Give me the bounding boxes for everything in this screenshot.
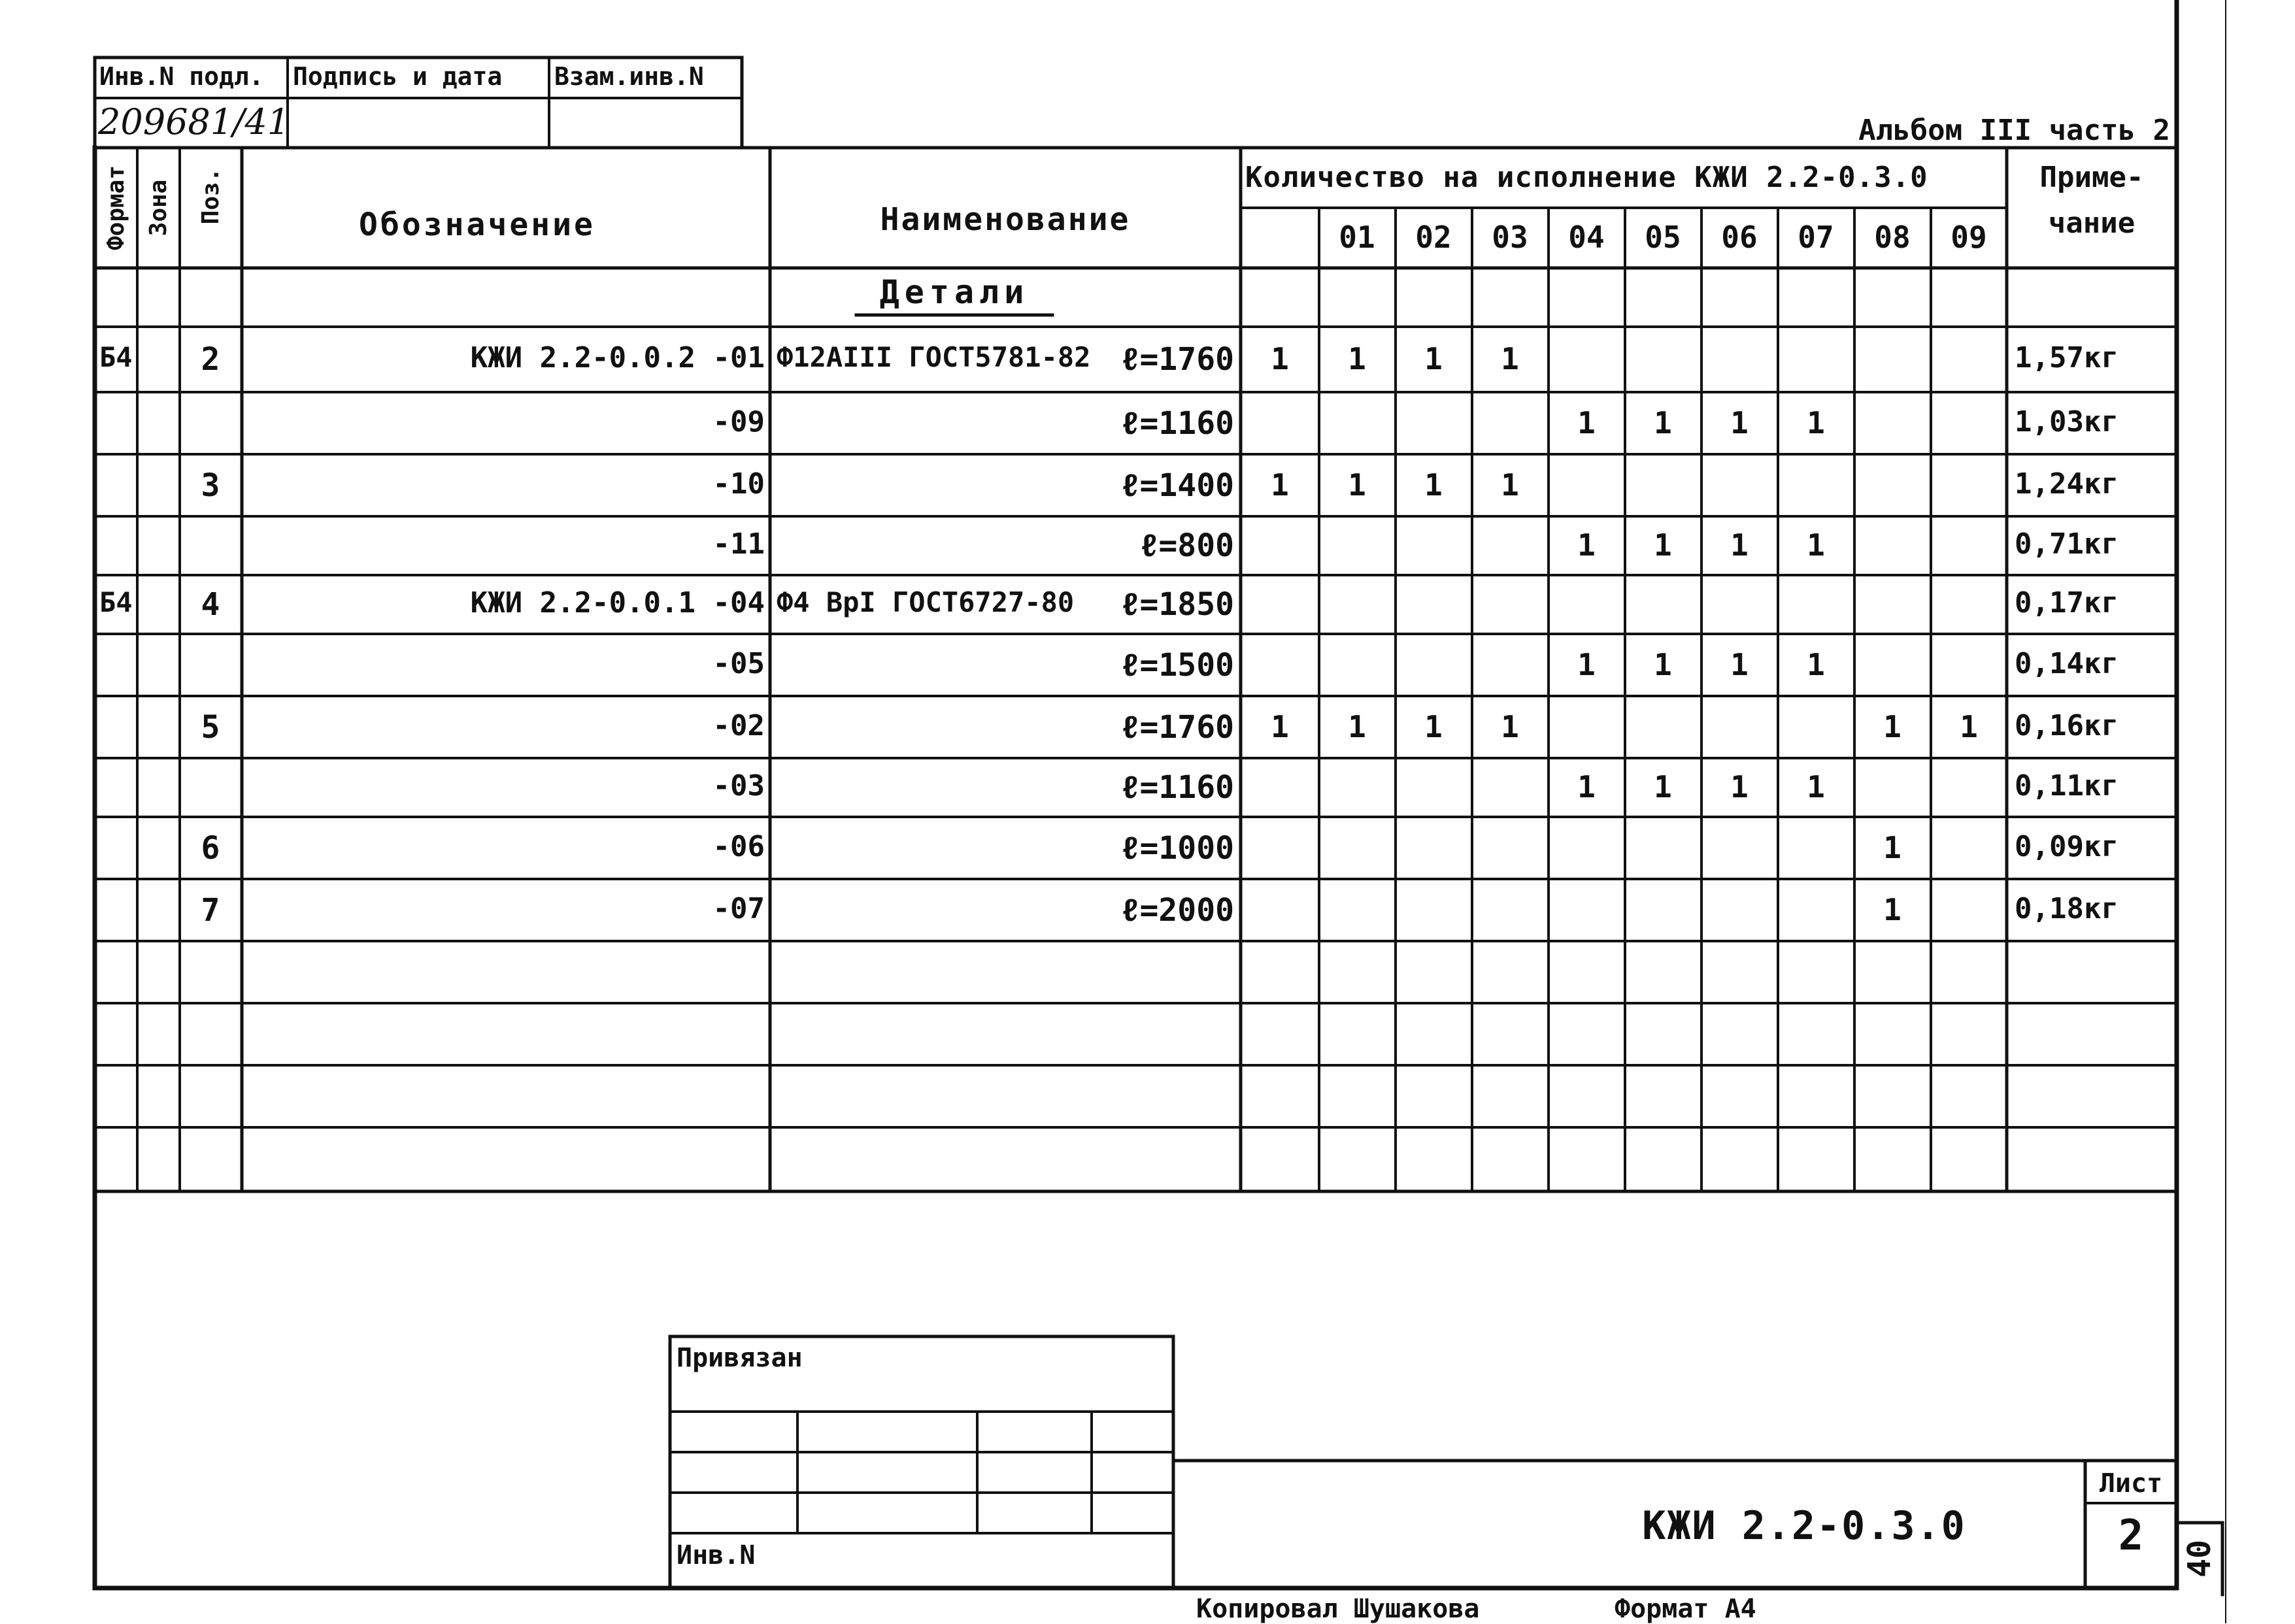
row-quantity: 1: [1271, 467, 1289, 503]
row-quantity: 1: [1577, 769, 1596, 804]
row-position: 6: [201, 830, 220, 867]
row-length: ℓ=1000: [1120, 830, 1234, 867]
header-zone: Зона: [145, 179, 172, 237]
copied-by: Копировал Шушакова: [1196, 1594, 1480, 1624]
row-quantity: 1: [1807, 647, 1825, 682]
row-position: 5: [201, 709, 220, 746]
row-designation: -11: [712, 527, 765, 561]
row-format: Б4: [99, 341, 133, 373]
row-quantity: 1: [1730, 527, 1749, 563]
header-note-line2: чание: [2048, 207, 2136, 240]
variant-header: 05: [1645, 220, 1681, 255]
row-length: ℓ=1850: [1120, 586, 1234, 623]
row-length: ℓ=1400: [1120, 467, 1234, 504]
row-quantity: 1: [1654, 769, 1672, 804]
row-position: 3: [201, 467, 220, 504]
row-quantity: 1: [1348, 709, 1366, 744]
row-name: Ф12АIII ГОСТ5781-82: [777, 341, 1091, 373]
paper-format: Формат А4: [1615, 1594, 1756, 1624]
sheet-number: 2: [2118, 1512, 2144, 1560]
row-quantity: 1: [1730, 769, 1749, 804]
row-note: 1,03кг: [2015, 405, 2119, 439]
row-quantity: 1: [1271, 341, 1289, 376]
row-position: 7: [201, 892, 220, 929]
row-length: ℓ=1160: [1120, 769, 1234, 806]
variant-header: 04: [1568, 220, 1605, 255]
stamp-inv-header: Инв.N подл.: [99, 62, 264, 91]
inv-label: Инв.N: [677, 1540, 756, 1570]
document-code: КЖИ 2.2-0.3.0: [1642, 1503, 1966, 1549]
attached-label: Привязан: [677, 1343, 803, 1373]
row-note: 0,11кг: [2015, 769, 2119, 803]
variant-header: 08: [1874, 220, 1911, 255]
variant-header: 07: [1798, 220, 1834, 255]
variant-header: 06: [1721, 220, 1758, 255]
row-note: 0,17кг: [2015, 586, 2119, 620]
row-quantity: 1: [1577, 527, 1596, 563]
row-quantity: 1: [1730, 405, 1749, 440]
sheet-label: Лист: [2099, 1468, 2163, 1499]
header-quantity: Количество на исполнение КЖИ 2.2-0.3.0: [1245, 161, 1928, 194]
row-designation: -02: [712, 709, 765, 742]
row-note: 0,09кг: [2015, 830, 2119, 863]
header-position: Поз.: [197, 167, 224, 225]
row-length: ℓ=2000: [1120, 892, 1234, 929]
row-designation: -06: [712, 830, 765, 863]
row-quantity: 1: [1883, 709, 1901, 744]
header-designation: Обозначение: [359, 207, 595, 243]
row-quantity: 1: [1654, 527, 1672, 563]
row-quantity: 1: [1271, 709, 1289, 744]
row-designation: КЖИ 2.2-0.0.2 -01: [470, 341, 765, 374]
row-designation: -05: [712, 647, 765, 680]
row-note: 1,24кг: [2015, 467, 2119, 501]
row-quantity: 1: [1730, 647, 1749, 682]
stamp-signature-header: Подпись и дата: [293, 62, 503, 91]
variant-header: 01: [1339, 220, 1375, 255]
header-format: Формат: [103, 165, 129, 251]
row-length: ℓ=1760: [1120, 709, 1234, 746]
margin-number: 40: [2181, 1540, 2218, 1578]
row-quantity: 1: [1501, 467, 1519, 503]
row-quantity: 1: [1883, 830, 1901, 865]
album-label: Альбом III часть 2: [1858, 114, 2170, 147]
row-length: ℓ=1160: [1120, 405, 1234, 442]
section-title: Детали: [879, 273, 1030, 311]
row-quantity: 1: [1424, 341, 1443, 376]
variant-header: 03: [1492, 220, 1528, 255]
row-designation: КЖИ 2.2-0.0.1 -04: [470, 586, 765, 620]
row-quantity: 1: [1424, 467, 1443, 503]
row-format: Б4: [99, 586, 133, 618]
row-quantity: 1: [1807, 769, 1825, 804]
row-name: Ф4 ВрI ГОСТ6727-80: [777, 586, 1075, 618]
header-name: Наименование: [880, 201, 1131, 238]
row-quantity: 1: [1654, 405, 1672, 440]
row-note: 0,16кг: [2015, 709, 2119, 742]
variant-header: 09: [1951, 220, 1987, 255]
header-note-line1: Приме-: [2039, 161, 2144, 194]
row-length: ℓ=800: [1139, 527, 1234, 564]
row-designation: -03: [712, 769, 765, 803]
row-designation: -09: [712, 405, 765, 439]
row-quantity: 1: [1577, 647, 1596, 682]
row-position: 2: [201, 341, 220, 378]
row-designation: -07: [712, 892, 765, 925]
row-quantity: 1: [1501, 341, 1519, 376]
row-note: 0,18кг: [2015, 892, 2119, 925]
row-designation: -10: [712, 467, 765, 501]
row-quantity: 1: [1883, 892, 1901, 927]
row-quantity: 1: [1348, 467, 1366, 503]
row-quantity: 1: [1807, 405, 1825, 440]
stamp-replace-header: Взам.инв.N: [554, 62, 704, 91]
row-quantity: 1: [1654, 647, 1672, 682]
row-quantity: 1: [1960, 709, 1978, 744]
row-quantity: 1: [1807, 527, 1825, 563]
row-note: 0,14кг: [2015, 647, 2119, 680]
row-length: ℓ=1500: [1120, 647, 1234, 684]
variant-header: 02: [1415, 220, 1452, 255]
row-quantity: 1: [1424, 709, 1443, 744]
row-position: 4: [201, 586, 220, 623]
row-quantity: 1: [1577, 405, 1596, 440]
row-quantity: 1: [1501, 709, 1519, 744]
row-quantity: 1: [1348, 341, 1366, 376]
stamp-inv-value: 209681/41: [98, 101, 290, 142]
row-length: ℓ=1760: [1120, 341, 1234, 378]
row-note: 0,71кг: [2015, 527, 2119, 561]
row-note: 1,57кг: [2015, 341, 2119, 374]
